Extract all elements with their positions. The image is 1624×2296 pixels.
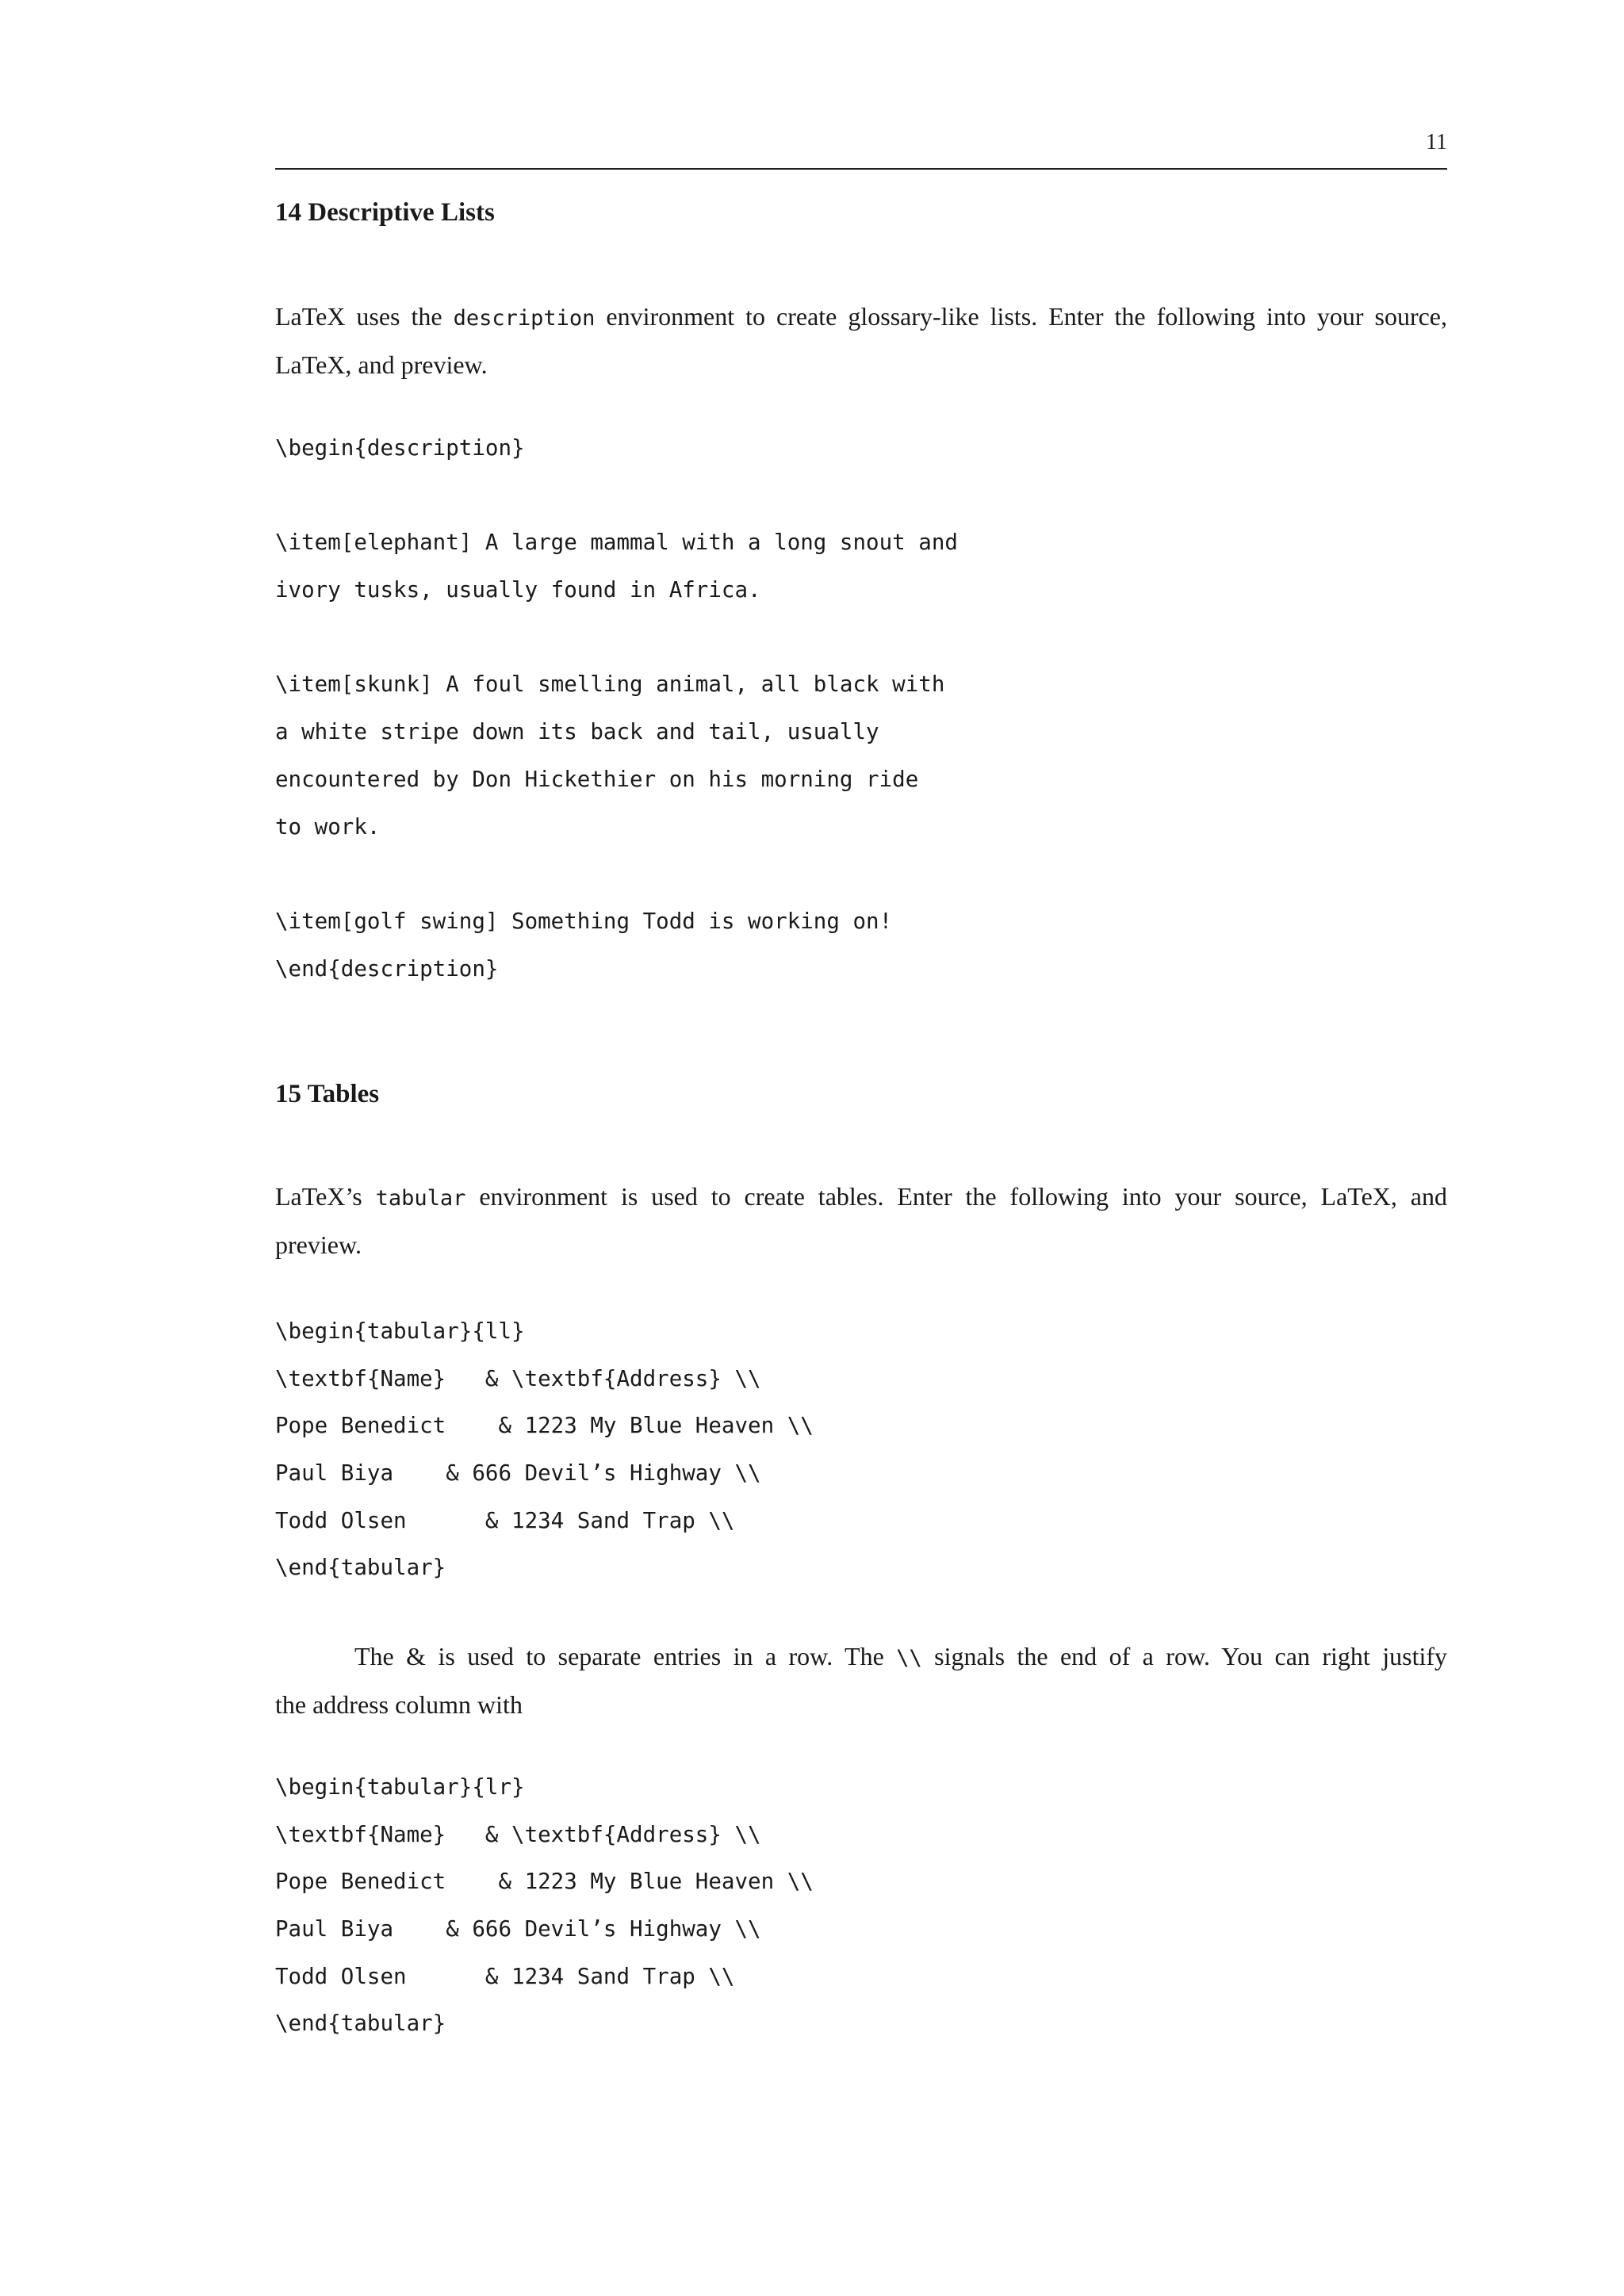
inline-code: description	[453, 306, 596, 331]
code-line: \begin{tabular}{ll}	[275, 1318, 525, 1344]
latex-logo: LaTeX	[1320, 1182, 1391, 1211]
section-14-intro-line-2	[275, 342, 1447, 388]
section-15-explanation-line-1	[275, 1633, 1447, 1682]
text-run: ’s	[345, 1182, 376, 1211]
code-line: \textbf{Name} & \textbf{Address} \\	[275, 1821, 761, 1847]
text-run: , and preview.	[345, 350, 488, 379]
inline-code: \\	[896, 1646, 922, 1670]
section-14-intro	[275, 293, 1447, 388]
code-line: Todd Olsen & 1234 Sand Trap \\	[275, 1507, 735, 1533]
code-line: a white stripe down its back and tail, usually	[275, 719, 879, 745]
code-line: \end{description}	[275, 955, 499, 982]
section-15-intro-line-2: preview.	[275, 1230, 362, 1259]
section-14-heading: 14 Descriptive Lists	[275, 198, 495, 227]
code-line: \item[golf swing] Something Todd is working on!	[275, 908, 893, 934]
section-15-explanation-line-2: the address column with	[275, 1690, 523, 1719]
header-rule	[275, 168, 1447, 170]
code-line: Pope Benedict & 1223 My Blue Heaven \\	[275, 1413, 814, 1439]
code-line: to work.	[275, 813, 381, 840]
code-line: \item[elephant] A large mammal with a long snout and	[275, 530, 958, 556]
text-run: signals the end of a row. You can right justify	[921, 1642, 1448, 1670]
page-number: 11	[1426, 130, 1447, 155]
code-line	[275, 473, 958, 520]
text-run: uses the	[345, 302, 454, 331]
code-line: \end{tabular}	[275, 1555, 446, 1581]
text-run: environment to create glossary-like lists. Enter the following into your source,	[595, 302, 1448, 331]
code-line: \begin{description}	[275, 435, 525, 461]
inline-code: tabular	[375, 1186, 466, 1211]
code-line: ivory tusks, usually found in Africa.	[275, 577, 761, 603]
code-line: \item[skunk] A foul smelling animal, all black with	[275, 672, 945, 698]
code-line: \end{tabular}	[275, 2011, 446, 2037]
text-run: , and	[1390, 1182, 1448, 1211]
code-line: Paul Biya & 666 Devil’s Highway \\	[275, 1916, 761, 1942]
code-line	[275, 614, 958, 662]
section-15-intro-line-1	[275, 1173, 1447, 1222]
code-line: Pope Benedict & 1223 My Blue Heaven \\	[275, 1869, 814, 1895]
latex-logo: LaTeX	[275, 1182, 346, 1211]
code-line	[275, 851, 958, 898]
latex-logo: LaTeX	[275, 302, 346, 331]
section-15-intro	[275, 1173, 1447, 1269]
code-line: \textbf{Name} & \textbf{Address} \\	[275, 1365, 761, 1391]
description-code-block	[275, 425, 958, 993]
section-15-heading: 15 Tables	[275, 1080, 380, 1108]
section-14-intro-line-1	[275, 293, 1447, 342]
code-line: Todd Olsen & 1234 Sand Trap \\	[275, 1963, 735, 1989]
tabular-code-block-ll	[275, 1308, 814, 1592]
code-line: Paul Biya & 666 Devil’s Highway \\	[275, 1460, 761, 1487]
tabular-code-block-lr	[275, 1764, 814, 2048]
code-line: \begin{tabular}{lr}	[275, 1774, 525, 1800]
text-run: The & is used to separate entries in a row. The	[354, 1642, 897, 1670]
text-run: environment is used to create tables. Enter the following into your source,	[465, 1182, 1321, 1211]
section-15-explanation	[275, 1633, 1447, 1728]
latex-logo: LaTeX	[275, 350, 346, 379]
code-line: encountered by Don Hickethier on his morning ride	[275, 766, 919, 792]
